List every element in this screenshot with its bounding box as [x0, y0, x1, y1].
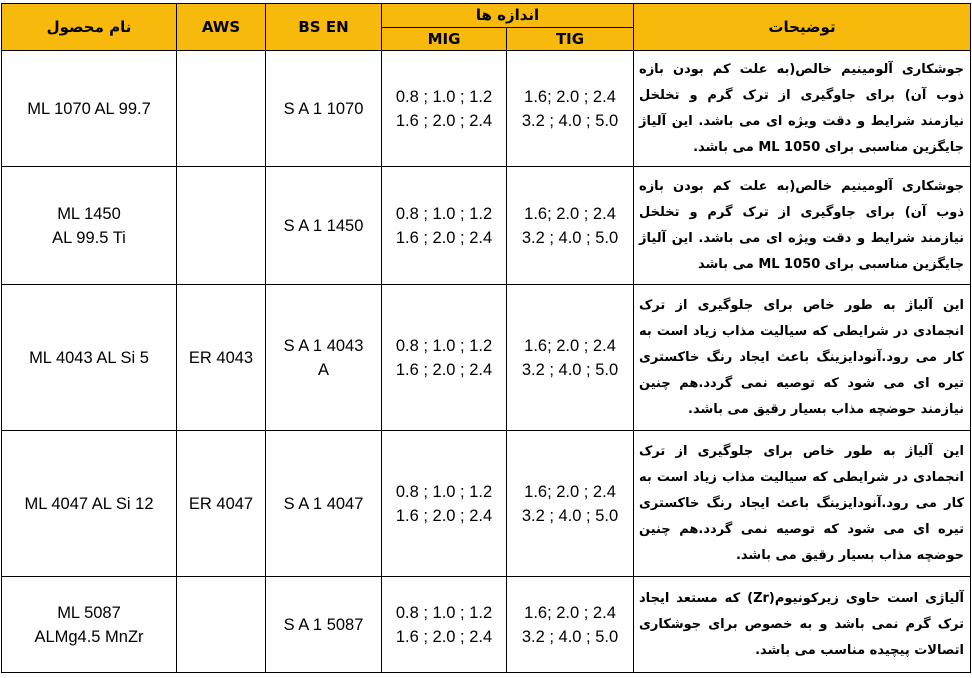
header-tig: TIG [507, 27, 634, 51]
aws-cell: ER 4047 [177, 431, 266, 577]
mig-sizes-cell: 0.8 ; 1.0 ; 1.2 1.6 ; 2.0 ; 2.4 [382, 167, 507, 285]
tig-sizes-cell: 1.6; 2.0 ; 2.4 3.2 ; 4.0 ; 5.0 [507, 431, 634, 577]
bs-en-cell: S A 1 5087 [266, 577, 382, 673]
table-row [2, 431, 971, 577]
table-row [2, 51, 971, 167]
description-cell: این آلیاژ به طور خاص برای جلوگیری از ترک انجمادی در شرایطی که سیالیت مذاب زیاد است به کار می رود.آنودایزینگ باعث ایجاد رنگ خاکستری تیره ای می شود که توصیه نمی گردد.هم چنین حوضچه مذاب بسیار رقیق می باشد. [634, 431, 971, 577]
description-cell: جوشکاری آلومینیم خالص(به علت کم بودن بازه ذوب آن) برای جاوگیری از ترک گرم و تخلخل نیازمند شرایط و دقت ویژه ای می باشد. این آلیاژ جایگزین مناسبی برای ML 1050 می باشد [634, 167, 971, 285]
filler-wire-spec-table [1, 3, 971, 673]
tig-sizes-cell: 1.6; 2.0 ; 2.4 3.2 ; 4.0 ; 5.0 [507, 51, 634, 167]
description-cell: این آلیاژ به طور خاص برای جلوگیری از ترک انجمادی در شرایطی که سیالیت مذاب زیاد است به کار می رود.آنودایزینگ باعث ایجاد رنگ خاکستری تیره ای می شود که توصیه نمی گردد.هم چنین نیازمند حوضچه مذاب بسیار رقیق می باشد. [634, 285, 971, 431]
product-name-cell: ML 1450 AL 99.5 Ti [2, 167, 177, 285]
mig-sizes-cell: 0.8 ; 1.0 ; 1.2 1.6 ; 2.0 ; 2.4 [382, 577, 507, 673]
header-bs-en: BS EN [266, 4, 382, 51]
mig-sizes-cell: 0.8 ; 1.0 ; 1.2 1.6 ; 2.0 ; 2.4 [382, 431, 507, 577]
bs-en-cell: S A 1 4043 A [266, 285, 382, 431]
product-name-cell: ML 4047 AL Si 12 [2, 431, 177, 577]
product-name-cell: ML 5087 ALMg4.5 MnZr [2, 577, 177, 673]
description-cell: جوشکاری آلومینیم خالص(به علت کم بودن بازه ذوب آن) برای جاوگیری از ترک گرم و تخلخل نیازمند شرایط و دقت ویژه ای می باشد. این آلیاژ جایگزین مناسبی برای ML 1050 می باشد. [634, 51, 971, 167]
bs-en-cell: S A 1 1070 [266, 51, 382, 167]
header-aws: AWS [177, 4, 266, 51]
tig-sizes-cell: 1.6; 2.0 ; 2.4 3.2 ; 4.0 ; 5.0 [507, 577, 634, 673]
aws-cell [177, 51, 266, 167]
product-name-cell: ML 4043 AL Si 5 [2, 285, 177, 431]
aws-cell [177, 167, 266, 285]
header-row [2, 4, 971, 28]
table-row [2, 167, 971, 285]
mig-sizes-cell: 0.8 ; 1.0 ; 1.2 1.6 ; 2.0 ; 2.4 [382, 51, 507, 167]
mig-sizes-cell: 0.8 ; 1.0 ; 1.2 1.6 ; 2.0 ; 2.4 [382, 285, 507, 431]
header-mig: MIG [382, 27, 507, 51]
tig-sizes-cell: 1.6; 2.0 ; 2.4 3.2 ; 4.0 ; 5.0 [507, 167, 634, 285]
description-cell: آلیاژی است حاوی زیرکونیوم(Zr) که مستعد ایجاد ترک گرم نمی باشد و به خصوص برای جوشکاری اتصالات پیچیده مناسب می باشد. [634, 577, 971, 673]
table-row [2, 285, 971, 431]
aws-cell [177, 577, 266, 673]
header-product-name: نام محصول [2, 4, 177, 51]
tig-sizes-cell: 1.6; 2.0 ; 2.4 3.2 ; 4.0 ; 5.0 [507, 285, 634, 431]
bs-en-cell: S A 1 1450 [266, 167, 382, 285]
product-name-cell: ML 1070 AL 99.7 [2, 51, 177, 167]
aws-cell: ER 4043 [177, 285, 266, 431]
bs-en-cell: S A 1 4047 [266, 431, 382, 577]
header-sizes: اندازه ها [382, 4, 634, 28]
table-row [2, 577, 971, 673]
header-description: توضیحات [634, 4, 971, 51]
